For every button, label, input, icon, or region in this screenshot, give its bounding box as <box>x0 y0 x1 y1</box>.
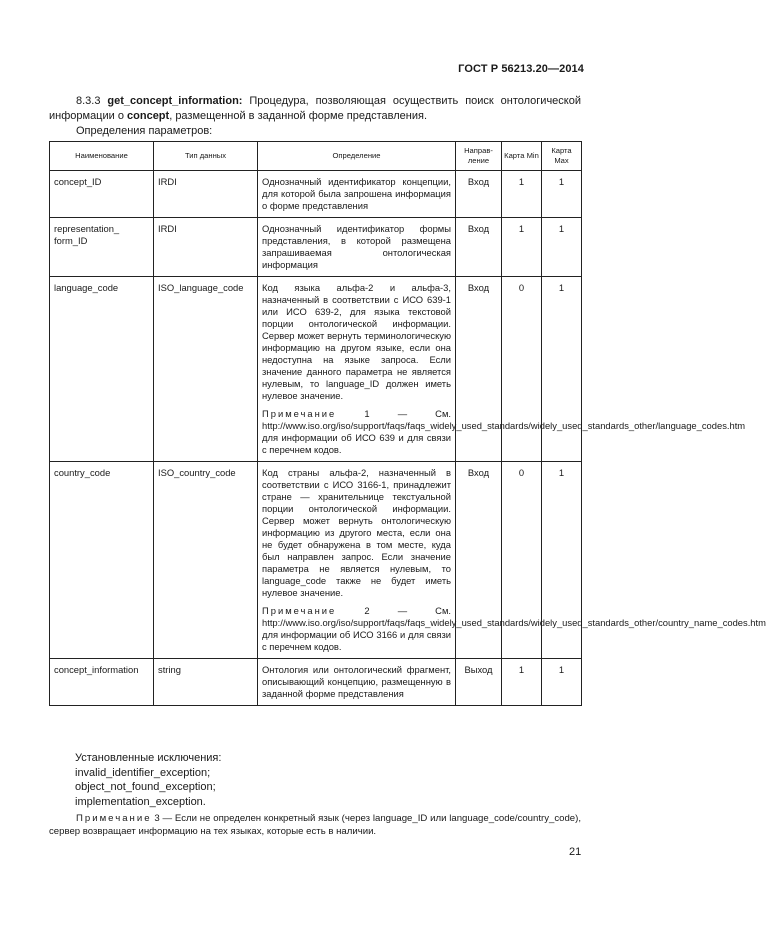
param-definition: Однозначный идентификатор концепции, для которой была запрошена информация о форме представления <box>258 171 456 218</box>
header-card-max: Карта Max <box>542 142 582 171</box>
table-header-row <box>50 142 582 171</box>
table-row <box>50 171 582 218</box>
parameters-table <box>49 141 766 706</box>
param-direction: Вход <box>456 277 502 462</box>
param-min: 0 <box>502 277 542 462</box>
param-definition: Онтология или онтологический фрагмент, описывающий концепцию, размещенную в заданной форме представления <box>258 659 456 706</box>
exception-item: invalid_identifier_exception; <box>75 766 211 779</box>
header-type: Тип данных <box>154 142 258 171</box>
table-row <box>50 462 582 659</box>
param-direction: Выход <box>456 659 502 706</box>
header-definition: Определение <box>258 142 456 171</box>
param-definition: Код страны альфа-2, назначенный в соответствии с ИСО 3166-1, принадлежит стране — хранительнице текстуальной порции онтологической информации. Сервер может вернуть онтологическую информацию из другого места, если она не будет обнаружена в том месте, куда был направлен запрос. Если значение параметра не является нулевым, то language_code также не будет иметь нулевое значение. Примечание 2 — См. http://www.iso.org/iso/support/faqs/faqs_widely_used_standards/widely_used_standards_other/country_name_codes.htm для информации об ИСО 3166 и для связи с перечнем кодов. <box>258 462 456 659</box>
param-type: ISO_language_code <box>154 277 258 462</box>
header-direction: Направ-ление <box>456 142 502 171</box>
param-max: 1 <box>542 277 582 462</box>
section-paragraph: 8.3.3 get_concept_information: Процедура, позволяющая осуществить поиск онтологической информации о concept, размещенной в заданной форме представления. <box>49 95 581 122</box>
param-type: string <box>154 659 258 706</box>
exception-item: implementation_exception. <box>75 795 206 808</box>
header-name: Наименование <box>50 142 154 171</box>
exceptions-block <box>75 751 221 809</box>
table-row <box>50 659 582 706</box>
param-min: 1 <box>502 659 542 706</box>
section-intro <box>49 94 581 139</box>
param-name: concept_ID <box>50 171 154 218</box>
param-max: 1 <box>542 462 582 659</box>
param-name: country_code <box>50 462 154 659</box>
page-number: 21 <box>569 846 582 858</box>
param-min: 0 <box>502 462 542 659</box>
param-name: language_code <box>50 277 154 462</box>
exceptions-title: Установленные исключения: <box>75 752 222 764</box>
param-max: 1 <box>542 171 582 218</box>
param-note: Примечание 2 — См. http://www.iso.org/iso/support/faqs/faqs_widely_used_standards/widely_used_standards_other/country_name_codes.htm для информации об ИСО 3166 и для связи с перечнем кодов. <box>262 605 766 652</box>
exception-item: object_not_found_exception; <box>75 781 216 793</box>
footnote-3: Примечание 3 — Если не определен конкретный язык (через language_ID или language_code/country_code), сервер возвращает информацию на тех языках, которые есть в наличии. <box>49 813 581 837</box>
param-max: 1 <box>542 659 582 706</box>
param-direction: Вход <box>456 218 502 277</box>
param-type: IRDI <box>154 171 258 218</box>
note-label: Примечание <box>262 408 337 419</box>
header-card-min: Карта Min <box>502 142 542 171</box>
param-definition: Однозначный идентификатор формы представления, в которой размещена запрашиваемая онтологическая информация <box>258 218 456 277</box>
param-direction: Вход <box>456 462 502 659</box>
param-name: representation_ form_ID <box>50 218 154 277</box>
param-definition: Код языка альфа-2 и альфа-3, назначенный в соответствии с ИСО 639-1 или ИСО 639-2, для языка текстовой порции онтологической информации. Сервер может вернуть терминологическую информацию на другом языке, если она недоступна на языке запроса. Если значение данного параметра не является нулевым, то language_ID должен иметь нулевое значение. Примечание 1 — См. http://www.iso.org/iso/support/faqs/faqs_widely_used_standards/widely_used_standards_other/language_codes.htm для информации об ИСО 639 и для связи с перечнем кодов. <box>258 277 456 462</box>
function-name: get_concept_information: <box>107 95 243 107</box>
param-max: 1 <box>542 218 582 277</box>
table-row <box>50 218 582 277</box>
note-label: Примечание <box>76 813 152 824</box>
params-title: Определения параметров: <box>76 125 213 137</box>
section-number: 8.3.3 <box>76 95 101 107</box>
param-min: 1 <box>502 171 542 218</box>
param-min: 1 <box>502 218 542 277</box>
param-name: concept_information <box>50 659 154 706</box>
param-direction: Вход <box>456 171 502 218</box>
param-type: IRDI <box>154 218 258 277</box>
table-row <box>50 277 582 462</box>
note-label: Примечание <box>262 605 337 616</box>
param-note: Примечание 1 — См. http://www.iso.org/iso/support/faqs/faqs_widely_used_standards/widely_used_standards_other/language_codes.htm для информации об ИСО 639 и для связи с перечнем кодов. <box>262 408 746 455</box>
document-header: ГОСТ Р 56213.20—2014 <box>458 63 584 75</box>
concept-term: concept <box>127 110 170 122</box>
param-type: ISO_country_code <box>154 462 258 659</box>
